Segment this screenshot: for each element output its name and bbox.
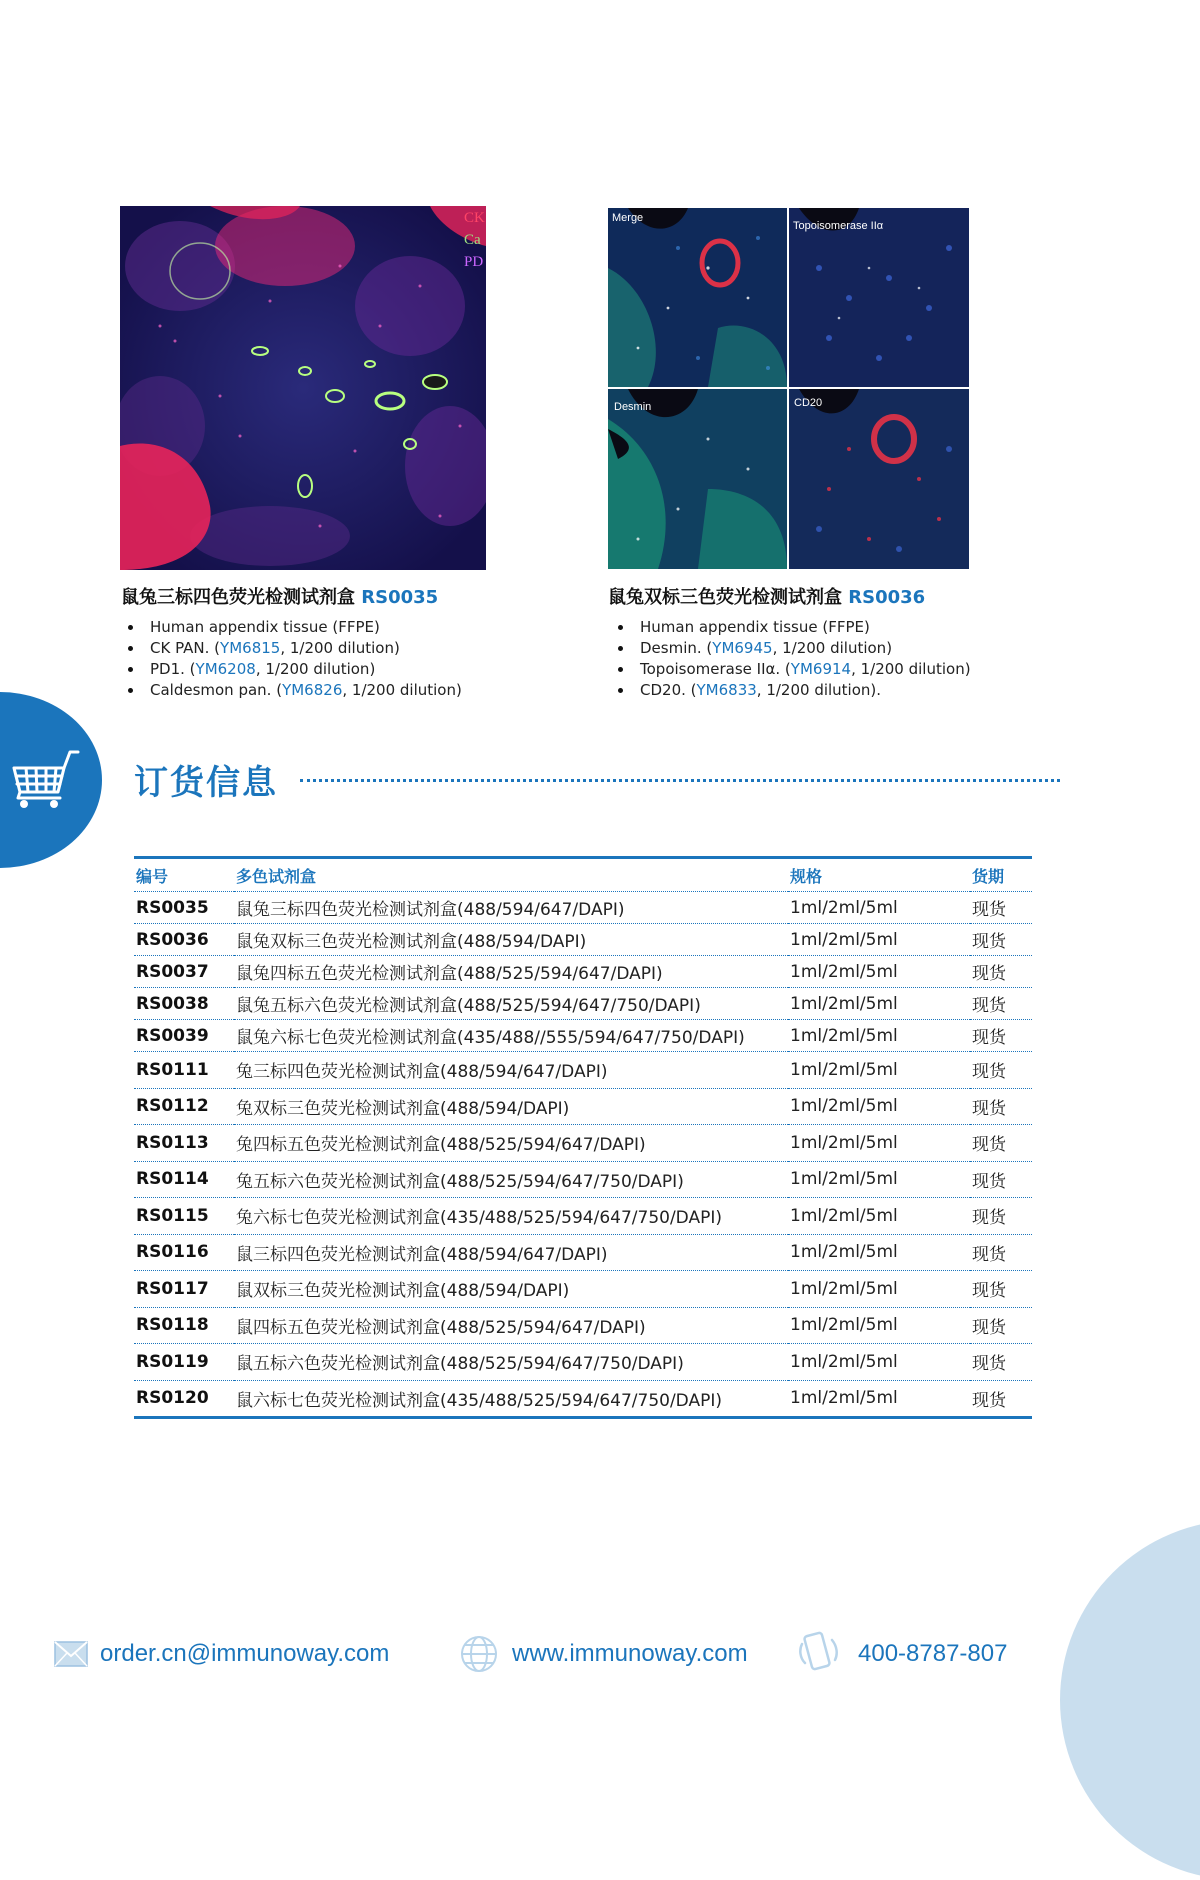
bullet-suffix: , 1/200 dilution) bbox=[280, 639, 400, 657]
bullet-item bbox=[612, 659, 971, 680]
cell-spec: 1ml/2ml/5ml bbox=[788, 1271, 970, 1308]
cell-product: 鼠兔三标四色荧光检测试剂盒(488/594/647/DAPI) bbox=[234, 892, 788, 924]
bullet-item bbox=[122, 617, 462, 638]
cell-spec: 1ml/2ml/5ml bbox=[788, 892, 970, 924]
micrograph-panel-topoisomerase bbox=[789, 208, 969, 387]
bullet-prefix: PD1. ( bbox=[150, 660, 196, 678]
table-header-row bbox=[134, 858, 1032, 892]
cell-product: 兔双标三色荧光检测试剂盒(488/594/DAPI) bbox=[234, 1088, 788, 1125]
micrograph-image bbox=[608, 208, 787, 387]
shopping-cart-icon bbox=[12, 748, 80, 810]
bullet-prefix: CK PAN. ( bbox=[150, 639, 221, 657]
table-row bbox=[134, 1020, 1032, 1052]
header-code: 编号 bbox=[134, 858, 234, 892]
phone-icon bbox=[798, 1630, 840, 1674]
bullet-prefix: CD20. ( bbox=[640, 681, 697, 699]
figure-title-rs0035 bbox=[121, 583, 438, 609]
cell-product: 兔六标七色荧光检测试剂盒(435/488/525/594/647/750/DAPI) bbox=[234, 1198, 788, 1235]
figure-title-text: 鼠兔三标四色荧光检测试剂盒 bbox=[121, 587, 355, 608]
cell-availability: 现货 bbox=[970, 956, 1032, 988]
panel-label-topoisomerase: Topoisomerase IIα bbox=[793, 220, 884, 232]
micrograph-panel-cd20 bbox=[789, 389, 969, 569]
cell-availability: 现货 bbox=[970, 1088, 1032, 1125]
order-table-body bbox=[134, 892, 1032, 1418]
cell-availability: 现货 bbox=[970, 892, 1032, 924]
cell-spec: 1ml/2ml/5ml bbox=[788, 1198, 970, 1235]
bullet-prefix: Topoisomerase IIα. ( bbox=[640, 660, 791, 678]
cell-code[interactable]: RS0116 bbox=[134, 1234, 234, 1271]
cell-code[interactable]: RS0111 bbox=[134, 1052, 234, 1089]
bullet-item bbox=[612, 617, 971, 638]
cell-code[interactable]: RS0118 bbox=[134, 1307, 234, 1344]
cell-code[interactable]: RS0117 bbox=[134, 1271, 234, 1308]
table-row bbox=[134, 1088, 1032, 1125]
corner-decoration bbox=[1060, 1520, 1200, 1880]
order-table bbox=[134, 856, 1032, 1419]
product-link[interactable]: YM6914 bbox=[790, 660, 852, 678]
table-row bbox=[134, 956, 1032, 988]
bullet-suffix: , 1/200 dilution) bbox=[851, 660, 971, 678]
cell-spec: 1ml/2ml/5ml bbox=[788, 1380, 970, 1418]
table-row bbox=[134, 1161, 1032, 1198]
cell-availability: 现货 bbox=[970, 1125, 1032, 1162]
cell-availability: 现货 bbox=[970, 1344, 1032, 1381]
micrograph-panel-merge bbox=[608, 208, 787, 387]
overlay-label-ca: Ca bbox=[464, 232, 481, 248]
table-row bbox=[134, 1052, 1032, 1089]
bullet-suffix: , 1/200 dilution) bbox=[772, 639, 893, 657]
footer-phone[interactable]: 400-8787-807 bbox=[858, 1640, 1008, 1667]
cell-code[interactable]: RS0115 bbox=[134, 1198, 234, 1235]
product-link[interactable]: YM6826 bbox=[282, 681, 343, 699]
table-row bbox=[134, 892, 1032, 924]
cell-spec: 1ml/2ml/5ml bbox=[788, 988, 970, 1020]
cell-spec: 1ml/2ml/5ml bbox=[788, 924, 970, 956]
micrograph-panel-desmin bbox=[608, 389, 787, 569]
email-icon bbox=[54, 1641, 88, 1667]
table-row bbox=[134, 988, 1032, 1020]
cell-spec: 1ml/2ml/5ml bbox=[788, 1052, 970, 1089]
panel-label-desmin: Desmin bbox=[614, 401, 652, 413]
bullet-item bbox=[612, 680, 971, 701]
cell-product: 鼠兔双标三色荧光检测试剂盒(488/594/DAPI) bbox=[234, 924, 788, 956]
cell-code[interactable]: RS0114 bbox=[134, 1161, 234, 1198]
cell-availability: 现货 bbox=[970, 1198, 1032, 1235]
cell-product: 兔五标六色荧光检测试剂盒(488/525/594/647/750/DAPI) bbox=[234, 1161, 788, 1198]
figure-code[interactable]: RS0036 bbox=[848, 587, 926, 608]
cell-code[interactable]: RS0119 bbox=[134, 1344, 234, 1381]
overlay-label-pd: PD bbox=[464, 254, 484, 270]
header-product: 多色试剂盒 bbox=[234, 858, 788, 892]
table-row bbox=[134, 1344, 1032, 1381]
cell-code[interactable]: RS0113 bbox=[134, 1125, 234, 1162]
bullet-item bbox=[122, 659, 462, 680]
figure-code[interactable]: RS0035 bbox=[361, 587, 439, 608]
globe-icon bbox=[460, 1635, 498, 1673]
footer-website[interactable]: www.immunoway.com bbox=[512, 1640, 748, 1667]
cell-code[interactable]: RS0120 bbox=[134, 1380, 234, 1418]
cell-spec: 1ml/2ml/5ml bbox=[788, 1234, 970, 1271]
cell-availability: 现货 bbox=[970, 1271, 1032, 1308]
bullet-suffix: , 1/200 dilution). bbox=[756, 681, 882, 699]
bullet-suffix: , 1/200 dilution) bbox=[342, 681, 462, 699]
figure-title-text: 鼠兔双标三色荧光检测试剂盒 bbox=[608, 587, 842, 608]
micrograph-image bbox=[120, 206, 486, 570]
cell-availability: 现货 bbox=[970, 1161, 1032, 1198]
cell-spec: 1ml/2ml/5ml bbox=[788, 1161, 970, 1198]
bullet-item bbox=[122, 638, 462, 659]
table-row bbox=[134, 1271, 1032, 1308]
cell-code[interactable]: RS0035 bbox=[134, 892, 234, 924]
cell-product: 鼠四标五色荧光检测试剂盒(488/525/594/647/DAPI) bbox=[234, 1307, 788, 1344]
bullet-item bbox=[612, 638, 971, 659]
figure-bullets-rs0036 bbox=[612, 617, 971, 701]
product-link[interactable]: YM6945 bbox=[712, 639, 773, 657]
cell-spec: 1ml/2ml/5ml bbox=[788, 1020, 970, 1052]
table-row bbox=[134, 1307, 1032, 1344]
footer-email[interactable]: order.cn@immunoway.com bbox=[100, 1640, 390, 1667]
cell-code[interactable]: RS0112 bbox=[134, 1088, 234, 1125]
cell-code[interactable]: RS0038 bbox=[134, 988, 234, 1020]
cell-product: 鼠双标三色荧光检测试剂盒(488/594/DAPI) bbox=[234, 1271, 788, 1308]
figure-bullets-rs0035 bbox=[122, 617, 462, 701]
panel-label-cd20: CD20 bbox=[794, 397, 823, 409]
header-spec: 规格 bbox=[788, 858, 970, 892]
product-link[interactable]: YM6208 bbox=[195, 660, 256, 678]
cell-product: 鼠兔五标六色荧光检测试剂盒(488/525/594/647/750/DAPI) bbox=[234, 988, 788, 1020]
cell-spec: 1ml/2ml/5ml bbox=[788, 1307, 970, 1344]
product-link[interactable]: YM6815 bbox=[220, 639, 281, 657]
micrograph-image bbox=[789, 389, 969, 569]
cell-spec: 1ml/2ml/5ml bbox=[788, 1125, 970, 1162]
cell-product: 兔四标五色荧光检测试剂盒(488/525/594/647/DAPI) bbox=[234, 1125, 788, 1162]
bullet-suffix: , 1/200 dilution) bbox=[255, 660, 376, 678]
cell-product: 鼠兔六标七色荧光检测试剂盒(435/488//555/594/647/750/DAPI) bbox=[234, 1020, 788, 1052]
cell-spec: 1ml/2ml/5ml bbox=[788, 1088, 970, 1125]
bullet-text: Human appendix tissue (FFPE) bbox=[150, 618, 380, 636]
bullet-text: Human appendix tissue (FFPE) bbox=[640, 618, 870, 636]
cell-availability: 现货 bbox=[970, 924, 1032, 956]
table-row bbox=[134, 1198, 1032, 1235]
cell-availability: 现货 bbox=[970, 1052, 1032, 1089]
cell-spec: 1ml/2ml/5ml bbox=[788, 1344, 970, 1381]
micrograph-image bbox=[789, 208, 969, 387]
bullet-prefix: Caldesmon pan. ( bbox=[150, 681, 283, 699]
cell-product: 鼠六标七色荧光检测试剂盒(435/488/525/594/647/750/DAPI) bbox=[234, 1380, 788, 1418]
cell-product: 鼠兔四标五色荧光检测试剂盒(488/525/594/647/DAPI) bbox=[234, 956, 788, 988]
section-divider bbox=[300, 779, 1060, 782]
table-row bbox=[134, 924, 1032, 956]
table-row bbox=[134, 1234, 1032, 1271]
table-row bbox=[134, 1125, 1032, 1162]
micrograph-rs0035 bbox=[120, 206, 486, 570]
cell-code[interactable]: RS0036 bbox=[134, 924, 234, 956]
figure-title-rs0036 bbox=[608, 583, 925, 609]
cell-availability: 现货 bbox=[970, 988, 1032, 1020]
header-availability: 货期 bbox=[970, 858, 1032, 892]
overlay-label-ck: CK bbox=[464, 210, 485, 226]
product-link[interactable]: YM6833 bbox=[696, 681, 757, 699]
cell-availability: 现货 bbox=[970, 1020, 1032, 1052]
section-title: 订货信息 bbox=[134, 763, 278, 803]
cell-availability: 现货 bbox=[970, 1234, 1032, 1271]
cell-code[interactable]: RS0039 bbox=[134, 1020, 234, 1052]
cell-availability: 现货 bbox=[970, 1380, 1032, 1418]
cell-product: 鼠五标六色荧光检测试剂盒(488/525/594/647/750/DAPI) bbox=[234, 1344, 788, 1381]
cell-product: 兔三标四色荧光检测试剂盒(488/594/647/DAPI) bbox=[234, 1052, 788, 1089]
cell-product: 鼠三标四色荧光检测试剂盒(488/594/647/DAPI) bbox=[234, 1234, 788, 1271]
micrograph-image bbox=[608, 389, 787, 569]
cell-spec: 1ml/2ml/5ml bbox=[788, 956, 970, 988]
cell-code[interactable]: RS0037 bbox=[134, 956, 234, 988]
table-row bbox=[134, 1380, 1032, 1418]
bullet-prefix: Desmin. ( bbox=[640, 639, 713, 657]
bullet-item bbox=[122, 680, 462, 701]
cell-availability: 现货 bbox=[970, 1307, 1032, 1344]
panel-label-merge: Merge bbox=[612, 212, 644, 224]
